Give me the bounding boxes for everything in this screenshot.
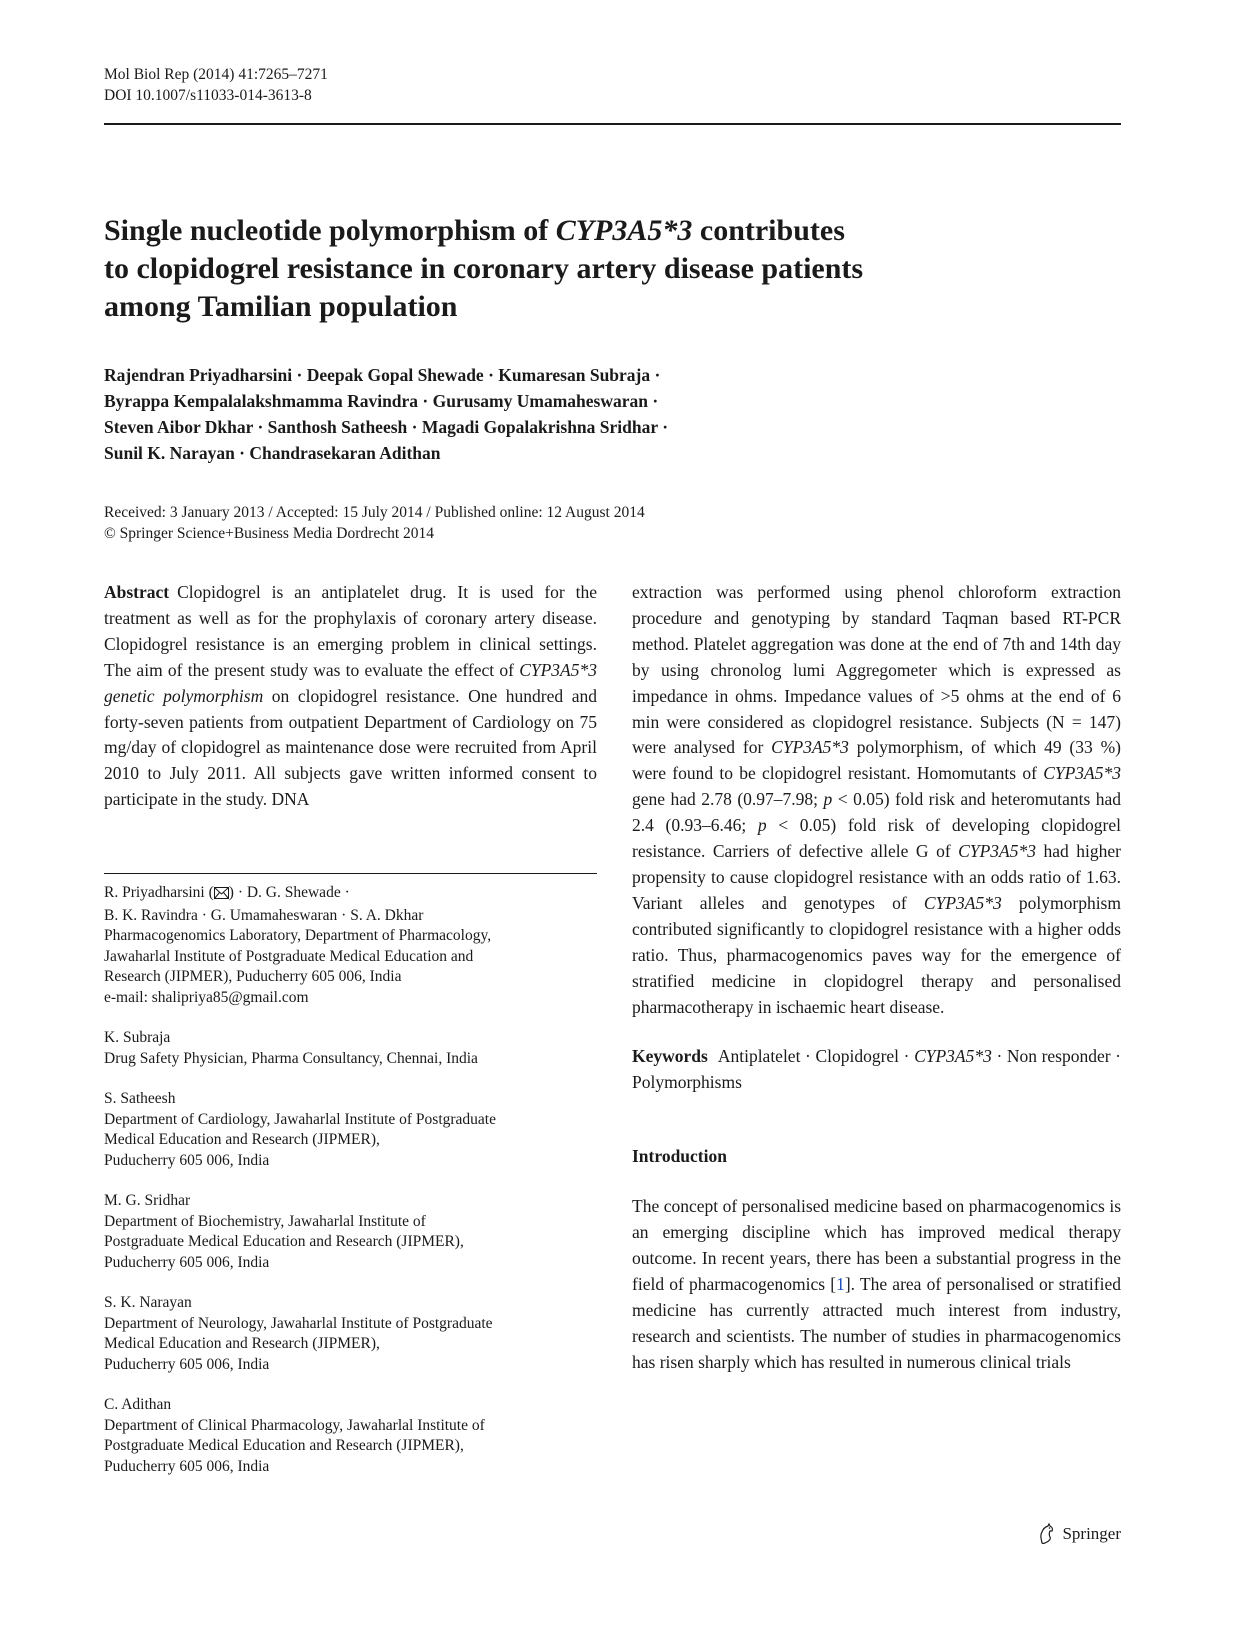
authors-line3: Steven Aibor Dkhar · Santhosh Satheesh · Magadi Gopalakrishna Sridhar · <box>104 417 669 437</box>
publisher-logo <box>1036 1523 1121 1545</box>
affiliation-block: C. Adithan Department of Clinical Pharmacology, Jawaharlal Institute of Postgraduate Medical Education and Research (JIPMER), Puducherry 605 006, India <box>104 1396 485 1475</box>
abstract-paragraph: Abstract Clopidogrel is an antiplatelet drug. It is used for the treatment as well as for the prophylaxis of coronary artery disease. Clopidogrel resistance is an emerging problem in clinical settings. The aim of the present study was to evaluate the effect of CYP3A5*3 genetic polymorphism on clopidogrel resistance. One hundred and forty-seven patients from outpatient Department of Cardiology on 75 mg/day of clopidogrel as maintenance dose were recruited from April 2010 to July 2011. All subjects gave written informed consent to participate in the study. DNA <box>104 582 597 810</box>
copyright-notice: © Springer Science+Business Media Dordrecht 2014 <box>104 525 435 542</box>
envelope-icon[interactable] <box>214 885 229 906</box>
journal-citation: Mol Biol Rep (2014) 41:7265–7271 <box>104 66 328 83</box>
abstract-continuation: extraction was performed using phenol chloroform extraction procedure and genotyping by standard Taqman based RT-PCR method. Platelet aggregation was done at the end of 7th and 14th day by using chronolog lumi Aggregometer which is expressed as impedance in ohms. Impedance values of >5 ohms at the end of 6 min were considered as clopidogrel resistance. Subjects (N = 147) were analysed for CYP3A5*3 polymorphism, of which 49 (33 %) were found to be clopidogrel resistant. Homomutants of CYP3A5*3 gene had 2.78 (0.97–7.98; p < 0.05) fold risk and heteromutants had 2.4 (0.93–6.46; p < 0.05) fold risk of developing clopidogrel resistance. Carriers of defective allele G of CYP3A5*3 had higher propensity to cause clopidogrel resistance with an odds ratio of 1.63. Variant alleles and genotypes of CYP3A5*3 polymorphism contributed significantly to clopidogrel resistance with a higher odds ratio. Thus, pharmacogenomics paves way for the emergence of stratified medicine in clopidogrel therapy and personalised pharmacotherapy in ischaemic heart disease. <box>632 582 1122 1017</box>
header-rule <box>104 123 1121 125</box>
keywords-label: Keywords <box>632 1046 708 1067</box>
title-gene: CYP3A5*3 <box>555 214 693 247</box>
springer-horse-icon <box>1036 1523 1056 1545</box>
abstract-column-left <box>104 580 597 813</box>
affiliation-rule <box>104 873 597 874</box>
journal-doi[interactable]: DOI 10.1007/s11033-014-3613-8 <box>104 87 312 104</box>
title-line3: among Tamilian population <box>104 290 458 323</box>
authors-line1: Rajendran Priyadharsini · Deepak Gopal Shewade · Kumaresan Subraja · <box>104 365 661 385</box>
affiliations <box>104 883 597 1497</box>
title-part1: Single nucleotide polymorphism of <box>104 214 556 247</box>
title-line2: to clopidogrel resistance in coronary artery disease patients <box>104 252 864 285</box>
affiliation-block: M. G. Sridhar Department of Biochemistry, Jawaharlal Institute of Postgraduate Medical Education and Research (JIPMER), Puducherry 605 006, India <box>104 1192 464 1271</box>
article-title <box>104 212 1121 326</box>
publication-dates <box>104 502 645 544</box>
affiliation-block: K. Subraja Drug Safety Physician, Pharma Consultancy, Chennai, India <box>104 1029 478 1067</box>
contact-email[interactable]: e-mail: shalipriya85@gmail.com <box>104 988 309 1006</box>
affiliation-block: S. K. Narayan Department of Neurology, Jawaharlal Institute of Postgraduate Medical Education and Research (JIPMER), Puducherry 605 006, India <box>104 1294 493 1373</box>
author-list <box>104 362 1121 466</box>
affiliation-block: R. Priyadharsini ( ) · D. G. Shewade · B. K. Ravindra · G. Umamaheswaran · S. A. Dkhar Pharmacogenomics Laboratory, Department of Pharmacology, Jawaharlal Institute of Postgraduate Medical Education and Research (JIPMER), Puducherry 605 006, India e-mail: shalipriya85@gmail.com <box>104 883 597 1008</box>
affiliation-block: S. Satheesh Department of Cardiology, Jawaharlal Institute of Postgraduate Medical Education and Research (JIPMER), Puducherry 605 006, India <box>104 1090 496 1169</box>
publisher-name: Springer <box>1062 1524 1121 1543</box>
authors-line2: Byrappa Kempalalakshmamma Ravindra · Gurusamy Umamaheswaran · <box>104 391 659 411</box>
section-heading-introduction: Introduction <box>632 1146 727 1167</box>
introduction-paragraph: The concept of personalised medicine based on pharmacogenomics is an emerging discipline which has improved medical therapy outcome. In recent years, there has been a substantial progress in the field of pharmacogenomics [1]. The area of personalised or stratified medicine has currently attracted much interest from industry, research and scientists. The number of studies in pharmacogenomics has risen sharply which has resulted in numerous clinical trials <box>632 1196 1121 1372</box>
keywords: Keywords Antiplatelet · Clopidogrel · CYP3A5*3 · Non responder · Polymorphisms <box>632 1046 1122 1093</box>
title-part2: contributes <box>692 214 845 247</box>
abstract-label: Abstract <box>104 582 170 602</box>
right-column <box>632 580 1121 1375</box>
received-accepted-dates: Received: 3 January 2013 / Accepted: 15 July 2014 / Published online: 12 August 2014 <box>104 504 645 521</box>
journal-header <box>104 64 328 106</box>
authors-line4: Sunil K. Narayan · Chandrasekaran Adithan <box>104 443 441 463</box>
citation-link[interactable]: 1 <box>836 1273 845 1294</box>
